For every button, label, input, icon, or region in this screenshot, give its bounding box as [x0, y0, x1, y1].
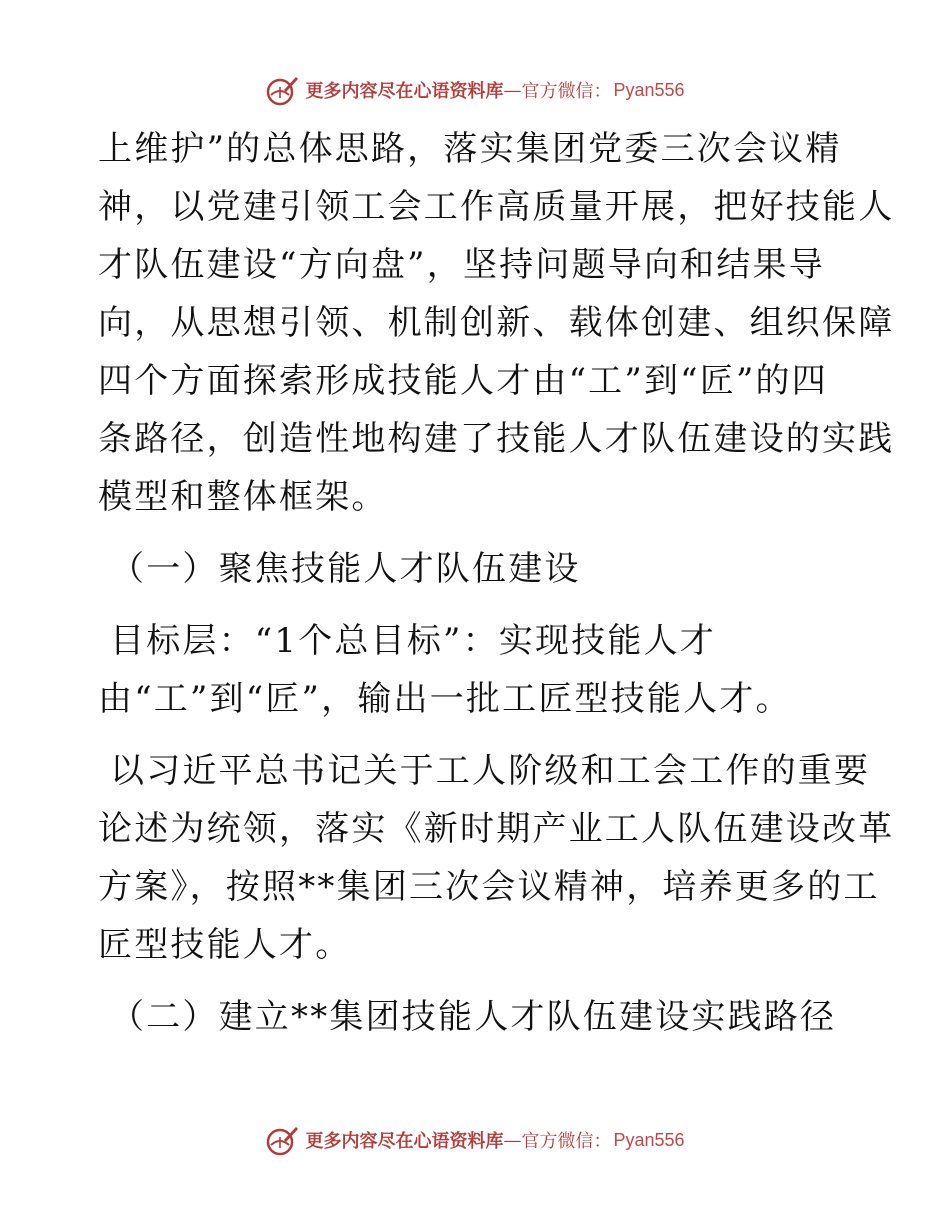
section-heading-2: （二）建立**集团技能人才队伍建设实践路径	[110, 997, 837, 1037]
banner-group	[265, 73, 684, 107]
footer-banner	[0, 1120, 950, 1160]
text-line: 论述为统领，落实《新时期产业工人队伍建设改革	[98, 809, 895, 849]
banner-group	[265, 1123, 684, 1157]
paragraph-3	[98, 742, 895, 974]
banner-wechat-id: Pyan556	[613, 79, 685, 100]
banner-wechat-label: 官方微信：	[521, 1131, 612, 1152]
text-line: 才队伍建设“方向盘”，坚持问题导向和结果导	[98, 245, 825, 285]
book-pen-logo-icon	[265, 1123, 299, 1157]
text-line: 模型和整体框架。	[98, 477, 388, 517]
banner-title: 更多内容尽在心语资料库	[305, 1131, 504, 1152]
document-body	[98, 120, 895, 1046]
text-line: 上维护”的总体思路，落实集团党委三次会议精	[98, 129, 842, 169]
paragraph-1	[98, 120, 895, 526]
banner-title: 更多内容尽在心语资料库	[305, 81, 504, 102]
text-line: 方案》，按照**集团三次会议精神，培养更多的工	[98, 867, 880, 907]
banner-dash: —	[503, 79, 522, 101]
banner-wechat-label: 官方微信：	[521, 81, 612, 102]
banner-wechat-id: Pyan556	[613, 1129, 685, 1150]
book-pen-logo-icon	[265, 73, 299, 107]
text-line: 四个方面探索形成技能人才由“工”到“匠”的四	[98, 361, 828, 401]
header-banner	[0, 70, 950, 110]
text-line: 由“工”到“匠”，输出一批工匠型技能人才。	[98, 679, 792, 719]
text-line: 匠型技能人才。	[98, 925, 352, 965]
paragraph-2	[98, 612, 858, 728]
text-line: 神，以党建引领工会工作高质量开展，把好技能人	[98, 187, 895, 227]
text-line: 条路径，创造性地构建了技能人才队伍建设的实践	[98, 419, 895, 459]
text-line: 向，从思想引领、机制创新、载体创建、组织保障	[98, 303, 895, 343]
text-line: 目标层：“1个总目标”：实现技能人才	[110, 621, 716, 661]
banner-dash: —	[503, 1129, 522, 1151]
section-heading-1: （一）聚焦技能人才队伍建设	[110, 549, 581, 589]
text-line: 以习近平总书记关于工人阶级和工会工作的重要	[110, 751, 871, 791]
